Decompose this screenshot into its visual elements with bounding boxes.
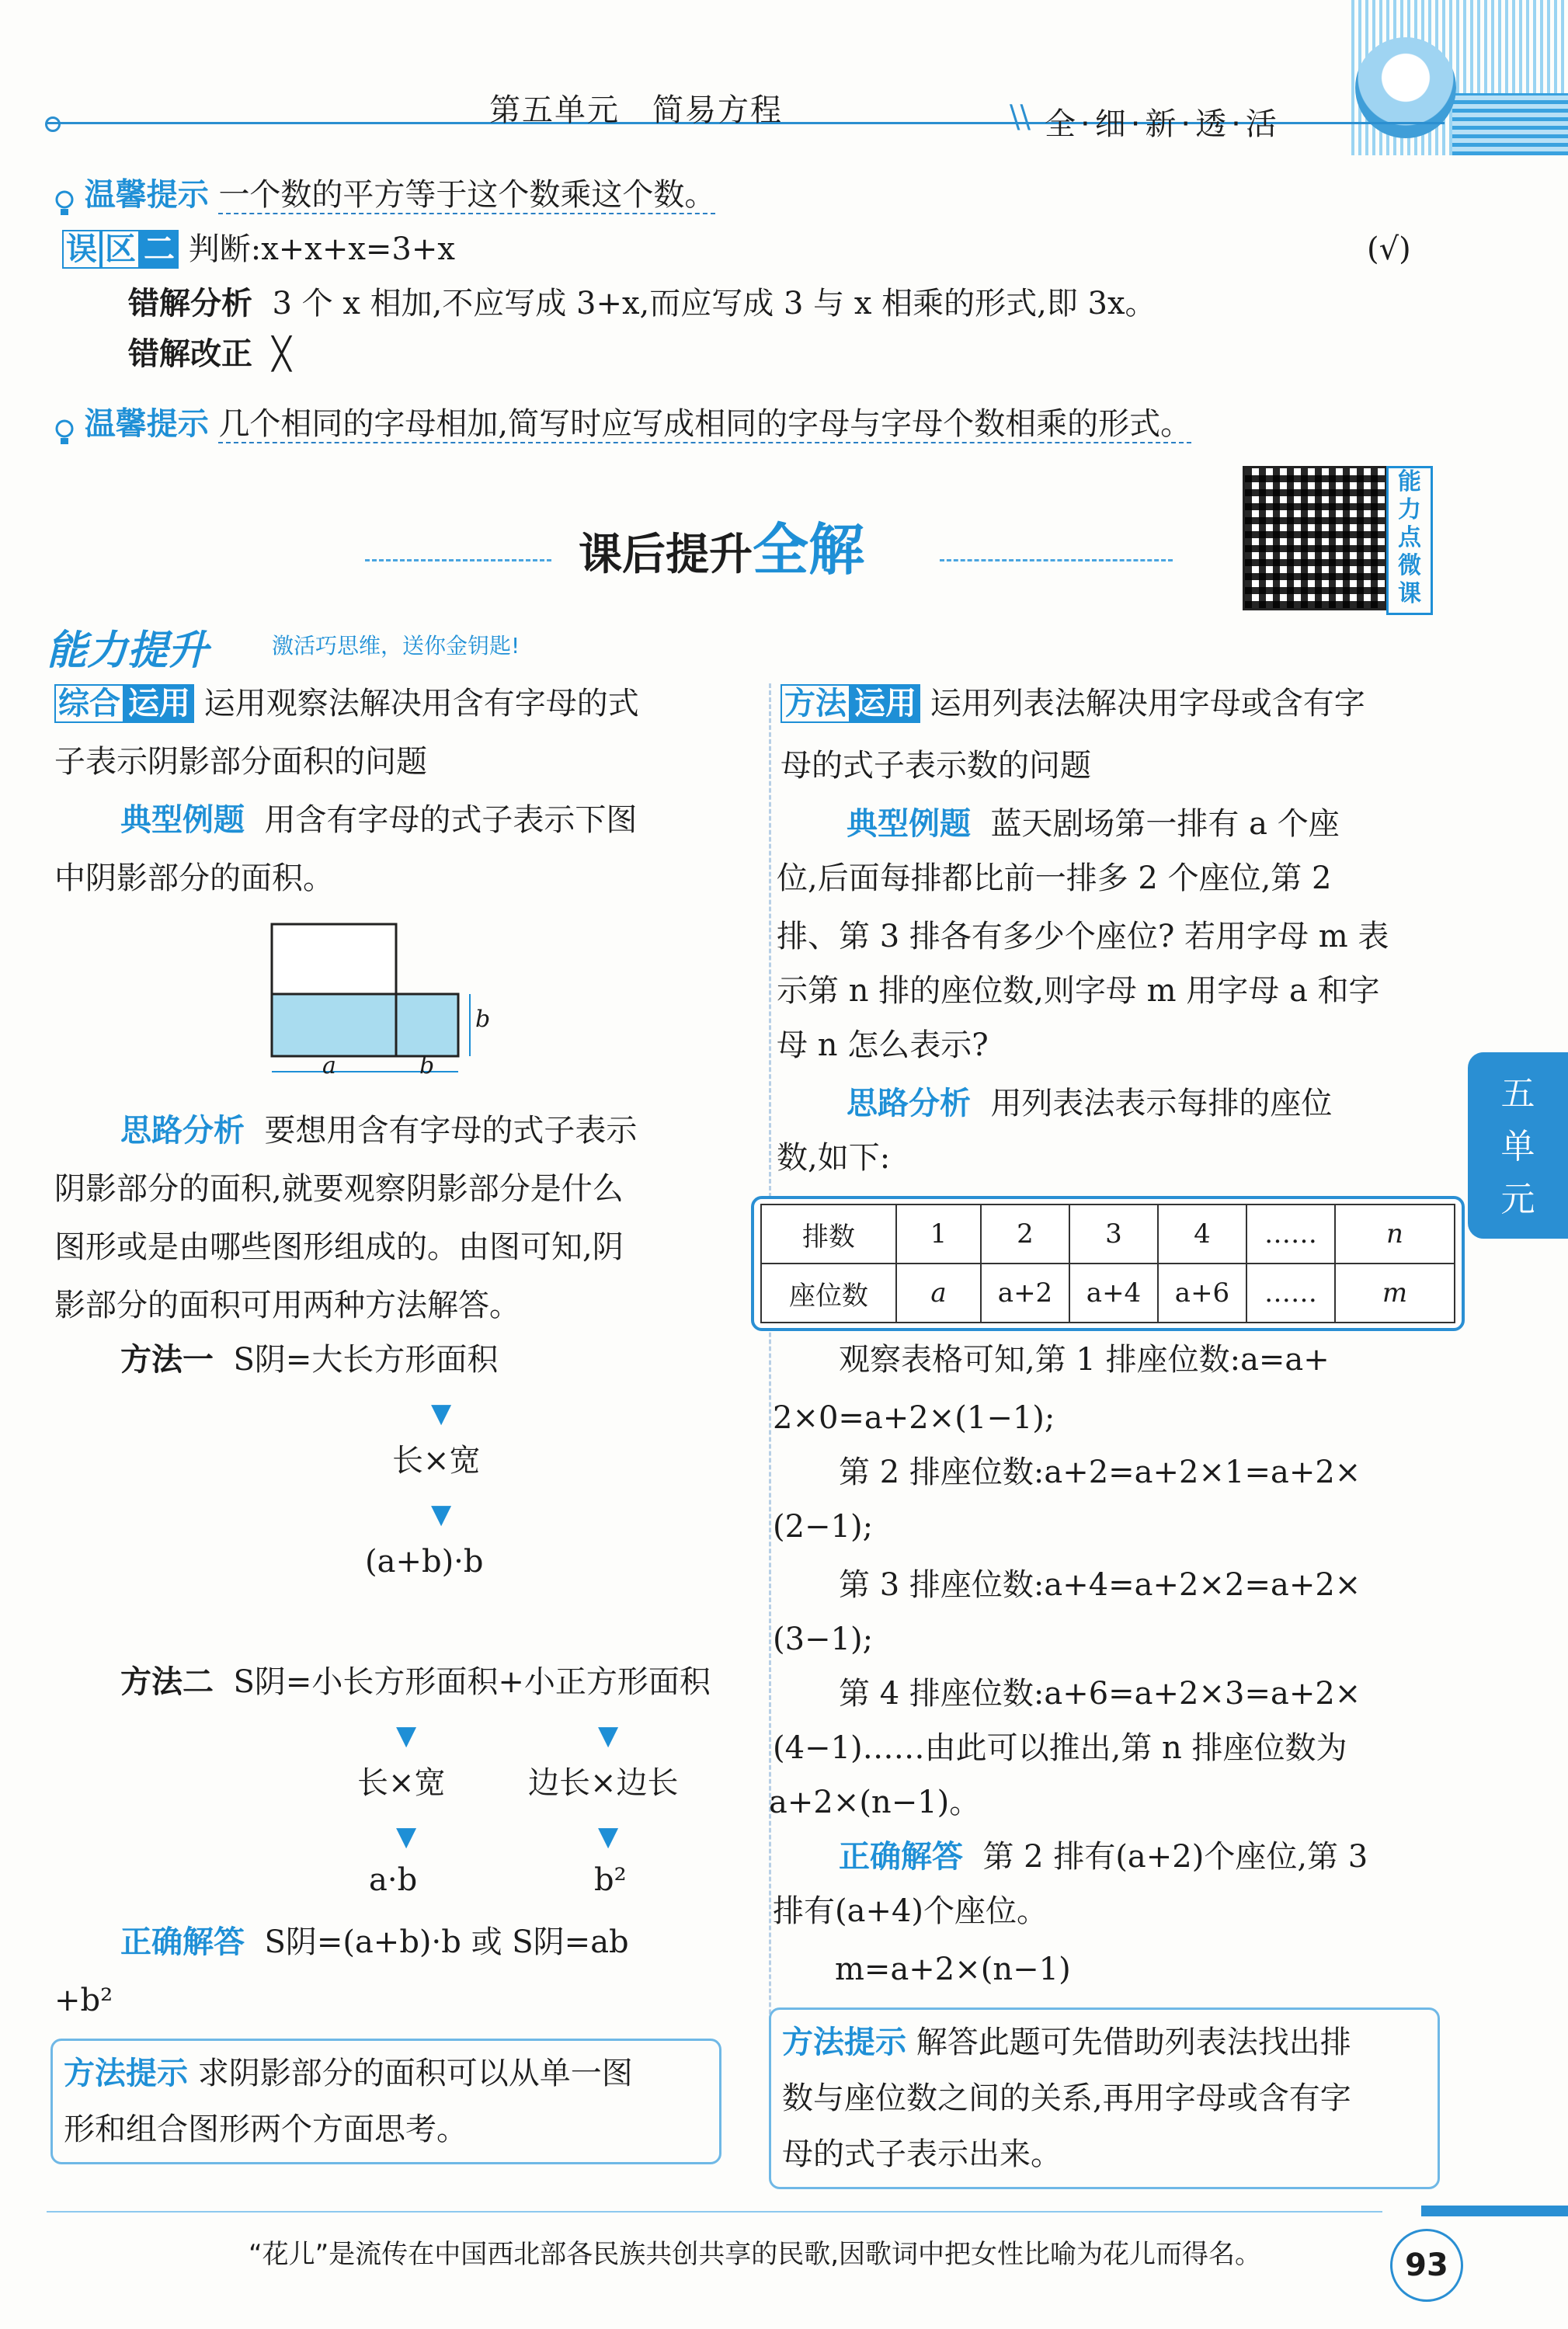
method-two-step1b: 边长×边长 [528, 1765, 679, 1801]
method-two-step1a: 长×宽 [357, 1765, 446, 1801]
method-two: 方法二 S阴=小长方形面积+小正方形面积 [120, 1664, 711, 1700]
obs-1: 观察表格可知,第 1 排座位数:a=a+ [839, 1342, 1330, 1378]
method-two-step2b: b² [594, 1862, 627, 1898]
footer-rule [47, 2211, 1382, 2213]
tip-text: 几个相同的字母相加,简写时应写成相同的字母与字母个数相乘的形式。 [218, 406, 1192, 442]
right-answer-3: m=a+2×(n−1) [835, 1952, 1071, 1987]
left-analysis-3: 图形或是由哪些图形组成的。由图可知,阴 [54, 1229, 624, 1265]
mistake-question-text: 判断:x+x+x=3+x [188, 231, 455, 267]
obs-5: 第 3 排座位数:a+4=a+2×2=a+2× [839, 1567, 1361, 1603]
right-example-4: 示第 n 排的座位数,则字母 m 用字母 a 和字 [777, 973, 1380, 1009]
tip-1 [54, 167, 715, 223]
slash-icon: \\ [1010, 99, 1031, 135]
right-example-2: 位,后面每排都比前一排多 2 个座位,第 2 [777, 860, 1332, 896]
right-example-5: 母 n 怎么表示? [777, 1027, 989, 1063]
table-row: 排数 1 2 3 4 …… n [761, 1204, 1455, 1264]
obs-9: a+2×(n−1)。 [769, 1785, 981, 1820]
right-answer-2: 排有(a+4)个座位。 [773, 1893, 1048, 1929]
column-divider [769, 683, 771, 2174]
obs-3: 第 2 排座位数:a+2=a+2×1=a+2× [839, 1455, 1361, 1490]
right-example: 典型例题 蓝天剧场第一排有 a 个座 [847, 806, 1340, 842]
left-analysis-4: 影部分的面积可用两种方法解答。 [54, 1288, 520, 1323]
correction-label: 错解改正 [128, 336, 252, 372]
left-example: 典型例题 用含有字母的式子表示下图 [120, 802, 638, 838]
left-analysis-2: 阴影部分的面积,就要观察阴影部分是什么 [54, 1171, 624, 1207]
figure-label-b-side: b [475, 1006, 491, 1033]
answer-mark: (√) [1367, 231, 1411, 267]
unit-title: 第五单元 简易方程 [489, 92, 783, 128]
right-answer: 正确解答 第 2 排有(a+2)个座位,第 3 [839, 1839, 1368, 1875]
banner-rule-left [365, 559, 551, 561]
right-heading-2: 母的式子表示数的问题 [781, 748, 1091, 784]
method-one-step1: 长×宽 [392, 1443, 481, 1479]
mistake-question [62, 221, 455, 277]
obs-2: 2×0=a+2×(1−1); [773, 1400, 1055, 1436]
mistake-tag-number: 二 [140, 230, 179, 269]
qr-label: 能 力 点 微 课 [1386, 466, 1433, 615]
tip-label: 温馨提示 [84, 406, 209, 442]
arrow-down-icon: ▼ [598, 1720, 619, 1751]
analysis-text: 3 个 x 相加,不应写成 3+x,而应写成 3 与 x 相乘的形式,即 3x。 [272, 286, 1156, 322]
tip-text: 一个数的平方等于这个数乘这个数。 [218, 177, 716, 213]
mistake-analysis [128, 276, 1156, 332]
mistake-correction [128, 326, 291, 382]
left-heading: 综合 运用 运用观察法解决用含有字母的式 [54, 676, 639, 732]
page-number: 93 [1390, 2229, 1463, 2302]
seat-table [751, 1196, 1465, 1331]
method-one-step2: (a+b)·b [365, 1544, 484, 1580]
shaded-figure [256, 920, 505, 1083]
header-slogan: 全·细·新·透·活 [1045, 106, 1281, 142]
left-answer-2: +b² [54, 1983, 113, 2018]
ability-title: 能力提升 [47, 627, 209, 674]
tip-2 [54, 396, 1191, 452]
mistake-tag-area: 区 [101, 230, 140, 269]
header-dot [45, 116, 61, 132]
arrow-down-icon: ▼ [431, 1398, 452, 1429]
lightbulb-icon [54, 182, 75, 213]
arrow-down-icon: ▼ [431, 1499, 452, 1530]
qr-code[interactable] [1243, 466, 1387, 610]
left-method-tip: 方法提示 求阴影部分的面积可以从单一图 形和组合图形两个方面思考。 [50, 2039, 721, 2164]
method-two-step2a: a·b [369, 1862, 418, 1898]
obs-6: (3−1); [773, 1622, 874, 1657]
obs-7: 第 4 排座位数:a+6=a+2×3=a+2× [839, 1676, 1361, 1712]
arrow-down-icon: ▼ [396, 1821, 417, 1852]
ability-subtitle: 激活巧思维，送你金钥匙! [272, 633, 520, 659]
right-analysis: 思路分析 用列表法表示每排的座位 [847, 1086, 1333, 1121]
left-example-2: 中阴影部分的面积。 [54, 860, 334, 896]
obs-4: (2−1); [773, 1509, 874, 1545]
analysis-label: 错解分析 [128, 286, 252, 322]
footer-bar [1421, 2206, 1568, 2216]
banner-rule-right [940, 559, 1173, 561]
left-answer: 正确解答 S阴=(a+b)·b 或 S阴=ab [120, 1924, 629, 1960]
lightbulb-icon [54, 411, 75, 442]
section-title: 课后提升全解 [579, 517, 865, 582]
footer-note: “花儿”是流传在中国西北部各民族共创共享的民歌,因歌词中把女性比喻为花儿而得名。 [249, 2239, 1262, 2270]
tip-label: 温馨提示 [84, 177, 209, 213]
method-one: 方法一 S阴=大长方形面积 [120, 1342, 499, 1378]
right-heading: 方法 运用 运用列表法解决用字母或含有字 [781, 676, 1365, 732]
right-analysis-2: 数,如下: [777, 1140, 891, 1176]
table-row: 座位数 a a+2 a+4 a+6 …… m [761, 1264, 1455, 1323]
obs-8: (4−1)……由此可以推出,第 n 排座位数为 [773, 1730, 1347, 1766]
mistake-tag: 误 [62, 230, 101, 269]
right-method-tip: 方法提示 解答此题可先借助列表法找出排 数与座位数之间的关系,再用字母或含有字 母的式子表示出来。 [769, 2007, 1440, 2189]
unit-side-tab[interactable]: 五 单 元 [1468, 1052, 1568, 1239]
correction-cross-icon: ╳ [272, 336, 291, 372]
figure-label-a: a [322, 1052, 336, 1079]
figure-label-b-bottom: b [419, 1052, 435, 1079]
left-heading-2: 子表示阴影部分面积的问题 [54, 744, 427, 780]
arrow-down-icon: ▼ [396, 1720, 417, 1751]
right-example-3: 排、第 3 排各有多少个座位? 若用字母 m 表 [777, 919, 1389, 954]
arrow-down-icon: ▼ [598, 1821, 619, 1852]
header-decoration-stripes [1452, 93, 1568, 155]
left-analysis: 思路分析 要想用含有字母的式子表示 [120, 1113, 638, 1149]
